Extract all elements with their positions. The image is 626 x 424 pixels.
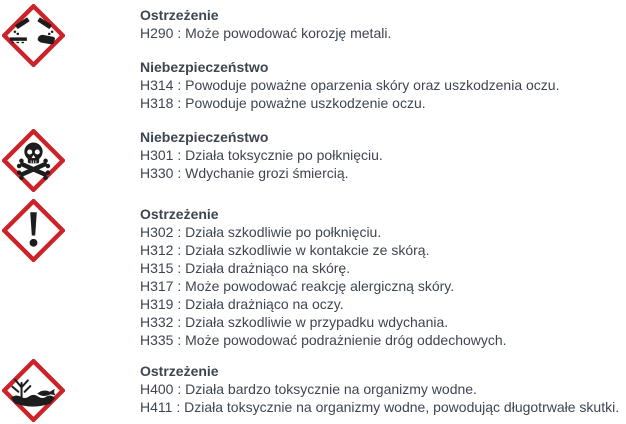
hazard-statement-h319: H319 : Działa drażniąco na oczy.: [140, 296, 344, 312]
hazard-statement-h315: H315 : Działa drażniąco na skórę.: [140, 260, 351, 276]
hazard-block-toxic: [140, 128, 383, 182]
ghs07-exclamation-icon: [2, 199, 65, 262]
hazard-statement-h318: H318 : Powoduje poważne uszkodzenie oczu.: [140, 95, 426, 111]
hazard-block-corrosion-danger: [140, 58, 559, 112]
signal-word: Ostrzeżenie: [140, 206, 219, 222]
signal-word: Ostrzeżenie: [140, 7, 219, 23]
hazard-statement-h302: H302 : Działa szkodliwie po połknięciu.: [140, 224, 382, 240]
ghs09-environment-icon: [2, 359, 65, 422]
hazard-statement-h312: H312 : Działa szkodliwie w kontakcie ze skórą.: [140, 242, 430, 258]
hazard-block-corrosion-warning: [140, 6, 391, 42]
hazard-statement-h290: H290 : Może powodować korozję metali.: [140, 25, 392, 41]
hazard-statement-h335: H335 : Może powodować podrażnienie dróg oddechowych.: [140, 332, 507, 348]
hazard-statement-h332: H332 : Działa szkodliwie w przypadku wdychania.: [140, 314, 449, 330]
hazard-statement-h317: H317 : Może powodować reakcję alergiczną skóry.: [140, 278, 455, 294]
ghs05-corrosion-icon: [2, 4, 65, 67]
signal-word: Ostrzeżenie: [140, 363, 219, 379]
hazard-statement-h400: H400 : Działa bardzo toksycznie na organizmy wodne.: [140, 381, 477, 397]
ghs06-skull-crossbones-icon: [2, 129, 65, 192]
hazard-statement-h314: H314 : Powoduje poważne oparzenia skóry oraz uszkodzenia oczu.: [140, 77, 560, 93]
hazard-block-environment: [140, 362, 619, 416]
hazard-block-harmful: [140, 205, 507, 349]
signal-word: Niebezpieczeństwo: [140, 129, 269, 145]
signal-word: Niebezpieczeństwo: [140, 59, 269, 75]
hazard-statement-h330: H330 : Wdychanie grozi śmiercią.: [140, 165, 349, 181]
hazard-statement-h301: H301 : Działa toksycznie po połknięciu.: [140, 147, 383, 163]
hazard-statement-h411: H411 : Działa toksycznie na organizmy wodne, powodując długotrwałe skutki.: [140, 399, 620, 415]
